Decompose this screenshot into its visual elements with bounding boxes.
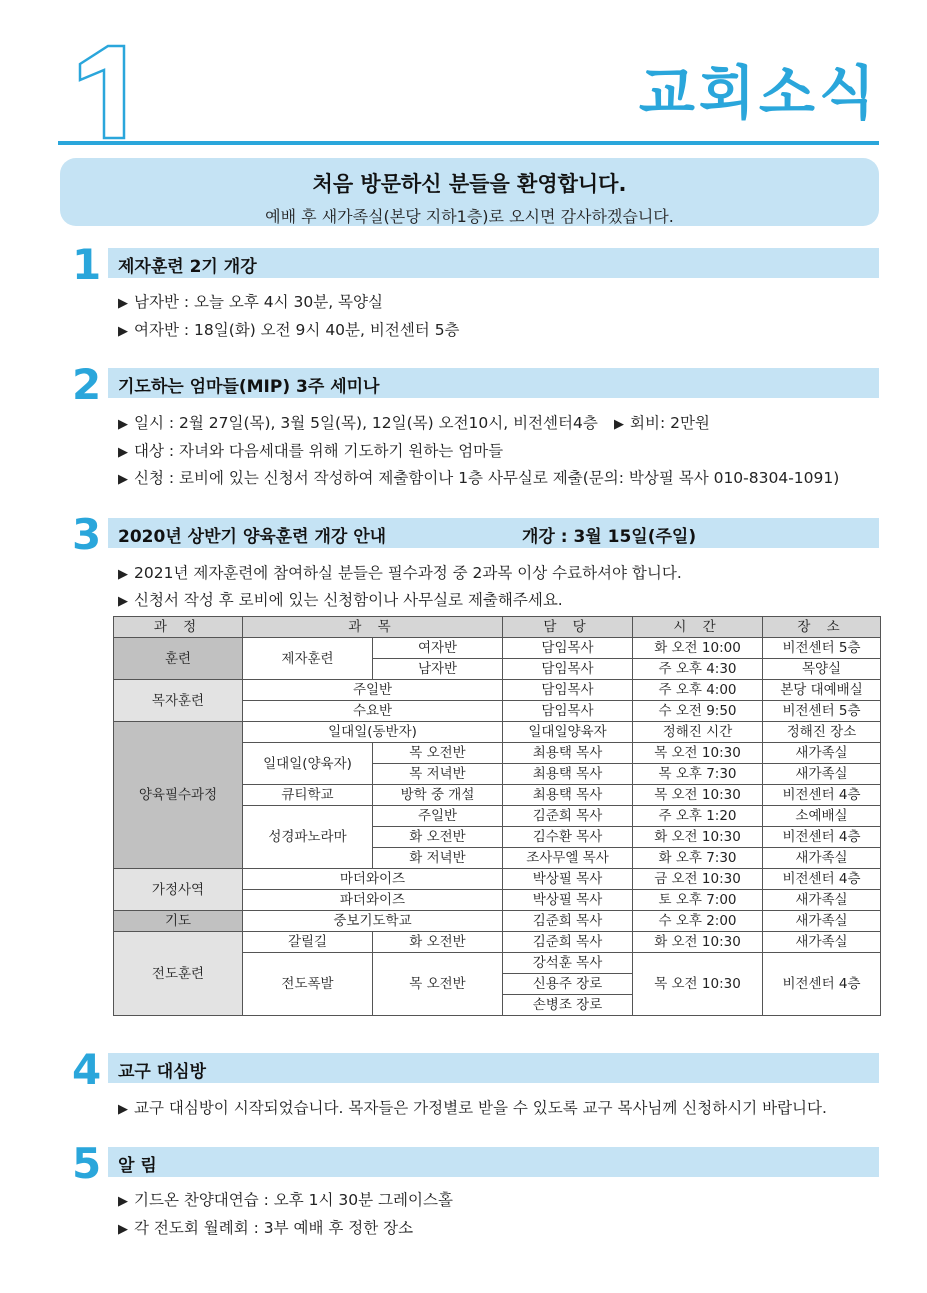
place-cell: 본당 대예배실 bbox=[763, 680, 881, 701]
place-cell: 새가족실 bbox=[763, 911, 881, 932]
subject-cell: 전도폭발 bbox=[243, 953, 373, 1016]
category-cell: 훈련 bbox=[114, 638, 243, 680]
section-number: 5 bbox=[72, 1139, 102, 1188]
place-cell: 비전센터 4층 bbox=[763, 869, 881, 890]
subject-cell: 갈릴길 bbox=[243, 932, 373, 953]
list-item: ▶ 각 전도회 월례회 : 3부 예배 후 정한 장소 bbox=[118, 1219, 414, 1237]
bullet-arrow-icon: ▶ bbox=[118, 1102, 128, 1117]
section-title: 2020년 상반기 양육훈련 개강 안내 bbox=[118, 527, 387, 547]
column-header: 시 간 bbox=[633, 617, 763, 638]
class-cell: 화 오전반 bbox=[373, 827, 503, 848]
place-cell: 비전센터 4층 bbox=[763, 785, 881, 806]
class-cell: 목 저녁반 bbox=[373, 764, 503, 785]
schedule-table bbox=[113, 616, 881, 1016]
table-row bbox=[114, 638, 881, 659]
leader-cell: 신용주 장로 bbox=[503, 974, 633, 995]
section-header bbox=[108, 368, 879, 398]
leader-cell: 담임목사 bbox=[503, 680, 633, 701]
leader-cell: 최용택 목사 bbox=[503, 764, 633, 785]
class-cell: 여자반 bbox=[373, 638, 503, 659]
bullet-arrow-icon: ▶ bbox=[118, 472, 128, 487]
subject-cell: 일대일(동반자) bbox=[243, 722, 503, 743]
time-cell: 수 오후 2:00 bbox=[633, 911, 763, 932]
section-title-extra: 개강 : 3월 15일(주일) bbox=[522, 527, 697, 547]
time-cell: 주 오후 4:00 bbox=[633, 680, 763, 701]
section-header bbox=[108, 1147, 879, 1177]
subject-cell: 주일반 bbox=[243, 680, 503, 701]
list-item: ▶ 신청서 작성 후 로비에 있는 신청함이나 사무실로 제출해주세요. bbox=[118, 591, 563, 609]
section-title: 교구 대심방 bbox=[118, 1062, 207, 1082]
place-cell: 목양실 bbox=[763, 659, 881, 680]
subject-cell: 일대일(양육자) bbox=[243, 743, 373, 785]
section-header bbox=[108, 248, 879, 278]
welcome-banner bbox=[60, 158, 879, 226]
category-cell: 양육필수과정 bbox=[114, 722, 243, 869]
leader-cell: 김준희 목사 bbox=[503, 911, 633, 932]
time-cell: 정해진 시간 bbox=[633, 722, 763, 743]
list-item: ▶ 일시 : 2월 27일(목), 3월 5일(목), 12일(목) 오전10시, 비전센터4층 bbox=[118, 414, 598, 432]
column-header: 과 목 bbox=[243, 617, 503, 638]
time-cell: 주 오후 4:30 bbox=[633, 659, 763, 680]
time-cell: 화 오후 7:30 bbox=[633, 848, 763, 869]
subject-cell: 큐티학교 bbox=[243, 785, 373, 806]
class-cell: 목 오전반 bbox=[373, 743, 503, 764]
bullet-arrow-icon: ▶ bbox=[118, 594, 128, 609]
place-cell: 새가족실 bbox=[763, 890, 881, 911]
leader-cell: 김수환 목사 bbox=[503, 827, 633, 848]
list-item: ▶ 대상 : 자녀와 다음세대를 위해 기도하기 원하는 엄마들 bbox=[118, 442, 504, 460]
list-item: ▶ 신청 : 로비에 있는 신청서 작성하여 제출함이나 1층 사무실로 제출(문의: 박상필 목사 010-8304-1091) bbox=[118, 469, 840, 487]
bullet-arrow-icon: ▶ bbox=[118, 1222, 128, 1237]
place-cell: 비전센터 4층 bbox=[763, 827, 881, 848]
section-title: 알 림 bbox=[118, 1156, 157, 1176]
class-cell: 목 오전반 bbox=[373, 953, 503, 1016]
leader-cell: 박상필 목사 bbox=[503, 890, 633, 911]
class-cell: 화 저녁반 bbox=[373, 848, 503, 869]
subject-cell: 성경파노라마 bbox=[243, 806, 373, 869]
leader-cell: 최용택 목사 bbox=[503, 743, 633, 764]
leader-cell: 김준희 목사 bbox=[503, 806, 633, 827]
category-cell: 가정사역 bbox=[114, 869, 243, 911]
leader-cell: 일대일양육자 bbox=[503, 722, 633, 743]
bullet-arrow-icon: ▶ bbox=[118, 417, 128, 432]
welcome-subtext: 예배 후 새가족실(본당 지하1층)로 오시면 감사하겠습니다. bbox=[265, 207, 674, 226]
time-cell: 목 오전 10:30 bbox=[633, 785, 763, 806]
leader-cell: 김준희 목사 bbox=[503, 932, 633, 953]
place-cell: 새가족실 bbox=[763, 743, 881, 764]
subject-cell: 제자훈련 bbox=[243, 638, 373, 680]
section-number: 3 bbox=[72, 510, 102, 559]
section-header bbox=[108, 1053, 879, 1083]
table-header-row bbox=[114, 617, 881, 638]
time-cell: 수 오전 9:50 bbox=[633, 701, 763, 722]
list-item: ▶ 회비: 2만원 bbox=[614, 414, 710, 432]
category-cell: 목자훈련 bbox=[114, 680, 243, 722]
time-cell: 목 오전 10:30 bbox=[633, 953, 763, 1016]
list-item: ▶ 남자반 : 오늘 오후 4시 30분, 목양실 bbox=[118, 293, 383, 311]
section-number: 2 bbox=[72, 360, 102, 409]
time-cell: 목 오전 10:30 bbox=[633, 743, 763, 764]
bullet-arrow-icon: ▶ bbox=[118, 445, 128, 460]
time-cell: 토 오후 7:00 bbox=[633, 890, 763, 911]
column-header: 과 정 bbox=[114, 617, 243, 638]
place-cell: 비전센터 5층 bbox=[763, 701, 881, 722]
place-cell: 새가족실 bbox=[763, 932, 881, 953]
column-header: 장 소 bbox=[763, 617, 881, 638]
place-cell: 비전센터 5층 bbox=[763, 638, 881, 659]
category-cell: 기도 bbox=[114, 911, 243, 932]
subject-cell: 파더와이즈 bbox=[243, 890, 503, 911]
title-divider bbox=[58, 141, 879, 145]
list-item: ▶ 교구 대심방이 시작되었습니다. 목자들은 가정별로 받을 수 있도록 교구 목사님께 신청하시기 바랍니다. bbox=[118, 1099, 827, 1117]
big-number-one bbox=[74, 42, 130, 142]
list-item: ▶ 2021년 제자훈련에 참여하실 분들은 필수과정 중 2과목 이상 수료하셔야 합니다. bbox=[118, 564, 682, 582]
table-row bbox=[114, 869, 881, 890]
leader-cell: 손병조 장로 bbox=[503, 995, 633, 1016]
welcome-headline: 처음 방문하신 분들을 환영합니다. bbox=[312, 172, 627, 196]
leader-cell: 담임목사 bbox=[503, 659, 633, 680]
subject-cell: 중보기도학교 bbox=[243, 911, 503, 932]
leader-cell: 담임목사 bbox=[503, 701, 633, 722]
bullet-arrow-icon: ▶ bbox=[614, 417, 624, 432]
time-cell: 화 오전 10:00 bbox=[633, 638, 763, 659]
table-row bbox=[114, 680, 881, 701]
section-header bbox=[108, 518, 879, 548]
list-item: ▶ 여자반 : 18일(화) 오전 9시 40분, 비전센터 5층 bbox=[118, 321, 460, 339]
leader-cell: 담임목사 bbox=[503, 638, 633, 659]
list-item: ▶ 기드온 찬양대연습 : 오후 1시 30분 그레이스홀 bbox=[118, 1191, 453, 1209]
bullet-arrow-icon: ▶ bbox=[118, 324, 128, 339]
table-row bbox=[114, 911, 881, 932]
time-cell: 금 오전 10:30 bbox=[633, 869, 763, 890]
page-title: 교회소식 bbox=[638, 59, 879, 127]
time-cell: 화 오전 10:30 bbox=[633, 932, 763, 953]
class-cell: 남자반 bbox=[373, 659, 503, 680]
subject-cell: 마더와이즈 bbox=[243, 869, 503, 890]
column-header: 담 당 bbox=[503, 617, 633, 638]
class-cell: 방학 중 개설 bbox=[373, 785, 503, 806]
table-row bbox=[114, 722, 881, 743]
leader-cell: 최용택 목사 bbox=[503, 785, 633, 806]
time-cell: 목 오후 7:30 bbox=[633, 764, 763, 785]
bullet-arrow-icon: ▶ bbox=[118, 567, 128, 582]
class-cell: 주일반 bbox=[373, 806, 503, 827]
subject-cell: 수요반 bbox=[243, 701, 503, 722]
leader-cell: 강석훈 목사 bbox=[503, 953, 633, 974]
bullet-arrow-icon: ▶ bbox=[118, 1194, 128, 1209]
time-cell: 주 오후 1:20 bbox=[633, 806, 763, 827]
table-row bbox=[114, 932, 881, 953]
place-cell: 비전센터 4층 bbox=[763, 953, 881, 1016]
place-cell: 정해진 장소 bbox=[763, 722, 881, 743]
place-cell: 새가족실 bbox=[763, 848, 881, 869]
section-number: 4 bbox=[72, 1045, 102, 1094]
leader-cell: 조사무엘 목사 bbox=[503, 848, 633, 869]
class-cell: 화 오전반 bbox=[373, 932, 503, 953]
category-cell: 전도훈련 bbox=[114, 932, 243, 1016]
place-cell: 새가족실 bbox=[763, 764, 881, 785]
section-title: 기도하는 엄마들(MIP) 3주 세미나 bbox=[118, 377, 380, 397]
place-cell: 소예배실 bbox=[763, 806, 881, 827]
time-cell: 화 오전 10:30 bbox=[633, 827, 763, 848]
section-number: 1 bbox=[72, 240, 102, 289]
bullet-arrow-icon: ▶ bbox=[118, 296, 128, 311]
leader-cell: 박상필 목사 bbox=[503, 869, 633, 890]
section-title: 제자훈련 2기 개강 bbox=[118, 257, 257, 277]
